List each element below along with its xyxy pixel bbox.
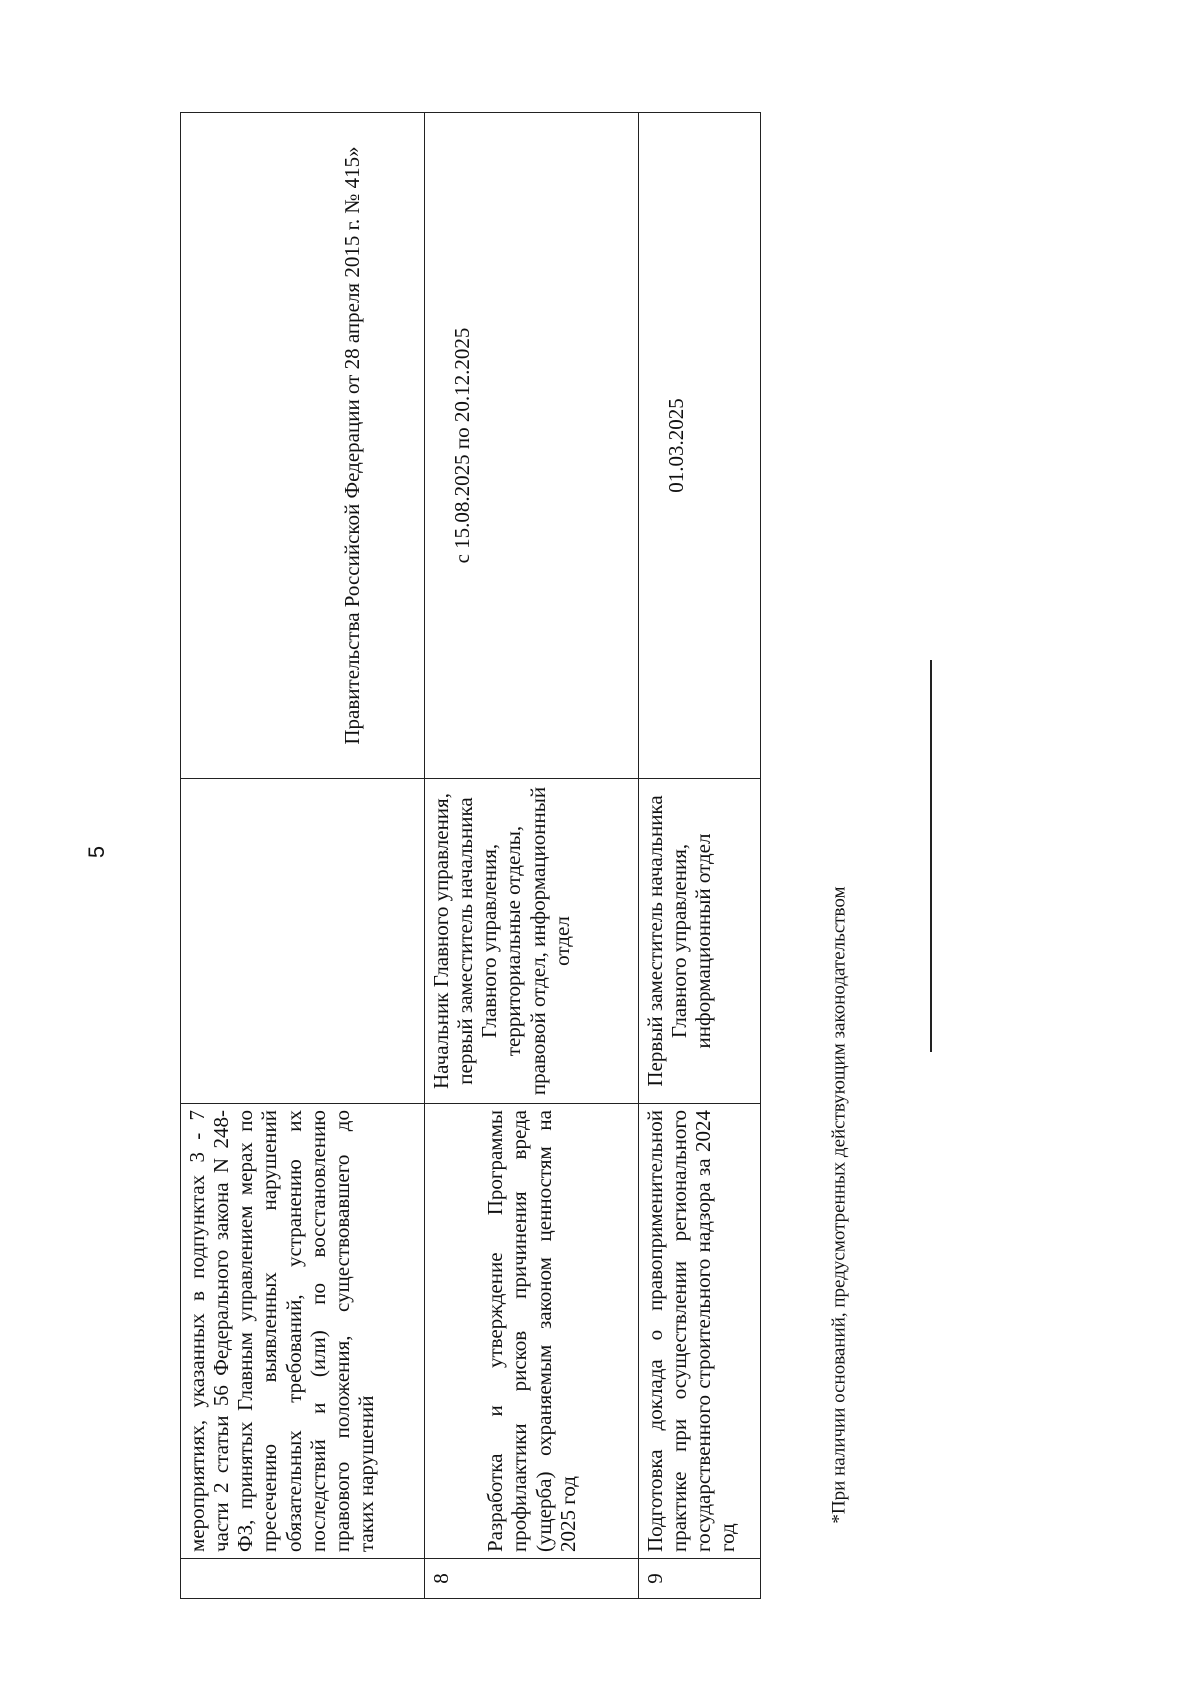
plan-table: [180, 112, 761, 1599]
row-number-cell: 8: [425, 1559, 639, 1599]
table-row: [425, 113, 639, 1599]
plan-table-container: [180, 113, 760, 1599]
event-description-cell: Подготовка доклада о правоприменительной практике при осуществлении регионального государственного строительного надзора за 2024 год: [639, 1104, 761, 1559]
deadline-cell: 01.03.2025: [639, 113, 761, 779]
plan-table-rotated: [180, 113, 760, 1599]
row-number-cell: [181, 1559, 425, 1599]
table-row: [181, 113, 425, 1599]
footnote-text: *При наличии оснований, предусмотренных действующим законодательством: [829, 886, 850, 1524]
deadline-cell: с 15.08.2025 по 20.12.2025: [425, 113, 639, 779]
event-description-cell: Разработка и утверждение Программы профилактики рисков причинения вреда (ущерба) охраняемым законом ценностям на 2025 год: [425, 1104, 639, 1559]
footnote: [822, 810, 858, 1600]
footnote-separator-line: [930, 660, 932, 1052]
page-number: 5: [84, 845, 109, 859]
row-number-cell: 9: [639, 1559, 761, 1599]
table-row: [639, 113, 761, 1599]
responsible-cell: Начальник Главного управления, первый заместитель начальника Главного управления, территориальные отделы, правовой отдел, информационный отдел: [425, 779, 639, 1104]
event-description-cell: мероприятиях, указанных в подпунктах 3 - 7 части 2 статьи 56 Федерального закона N 248-ФЗ, принятых Главным управлением мерах по пресечению выявленных нарушений обязательных требований, устранению их последствий и (или) по восстановлению правового положения, существовавшего до таких нарушений: [181, 1104, 425, 1559]
deadline-cell: Правительства Российской Федерации от 28 апреля 2015 г. № 415»: [181, 113, 425, 779]
responsible-cell: Первый заместитель начальника Главного управления, информационный отдел: [639, 779, 761, 1104]
responsible-cell: [181, 779, 425, 1104]
